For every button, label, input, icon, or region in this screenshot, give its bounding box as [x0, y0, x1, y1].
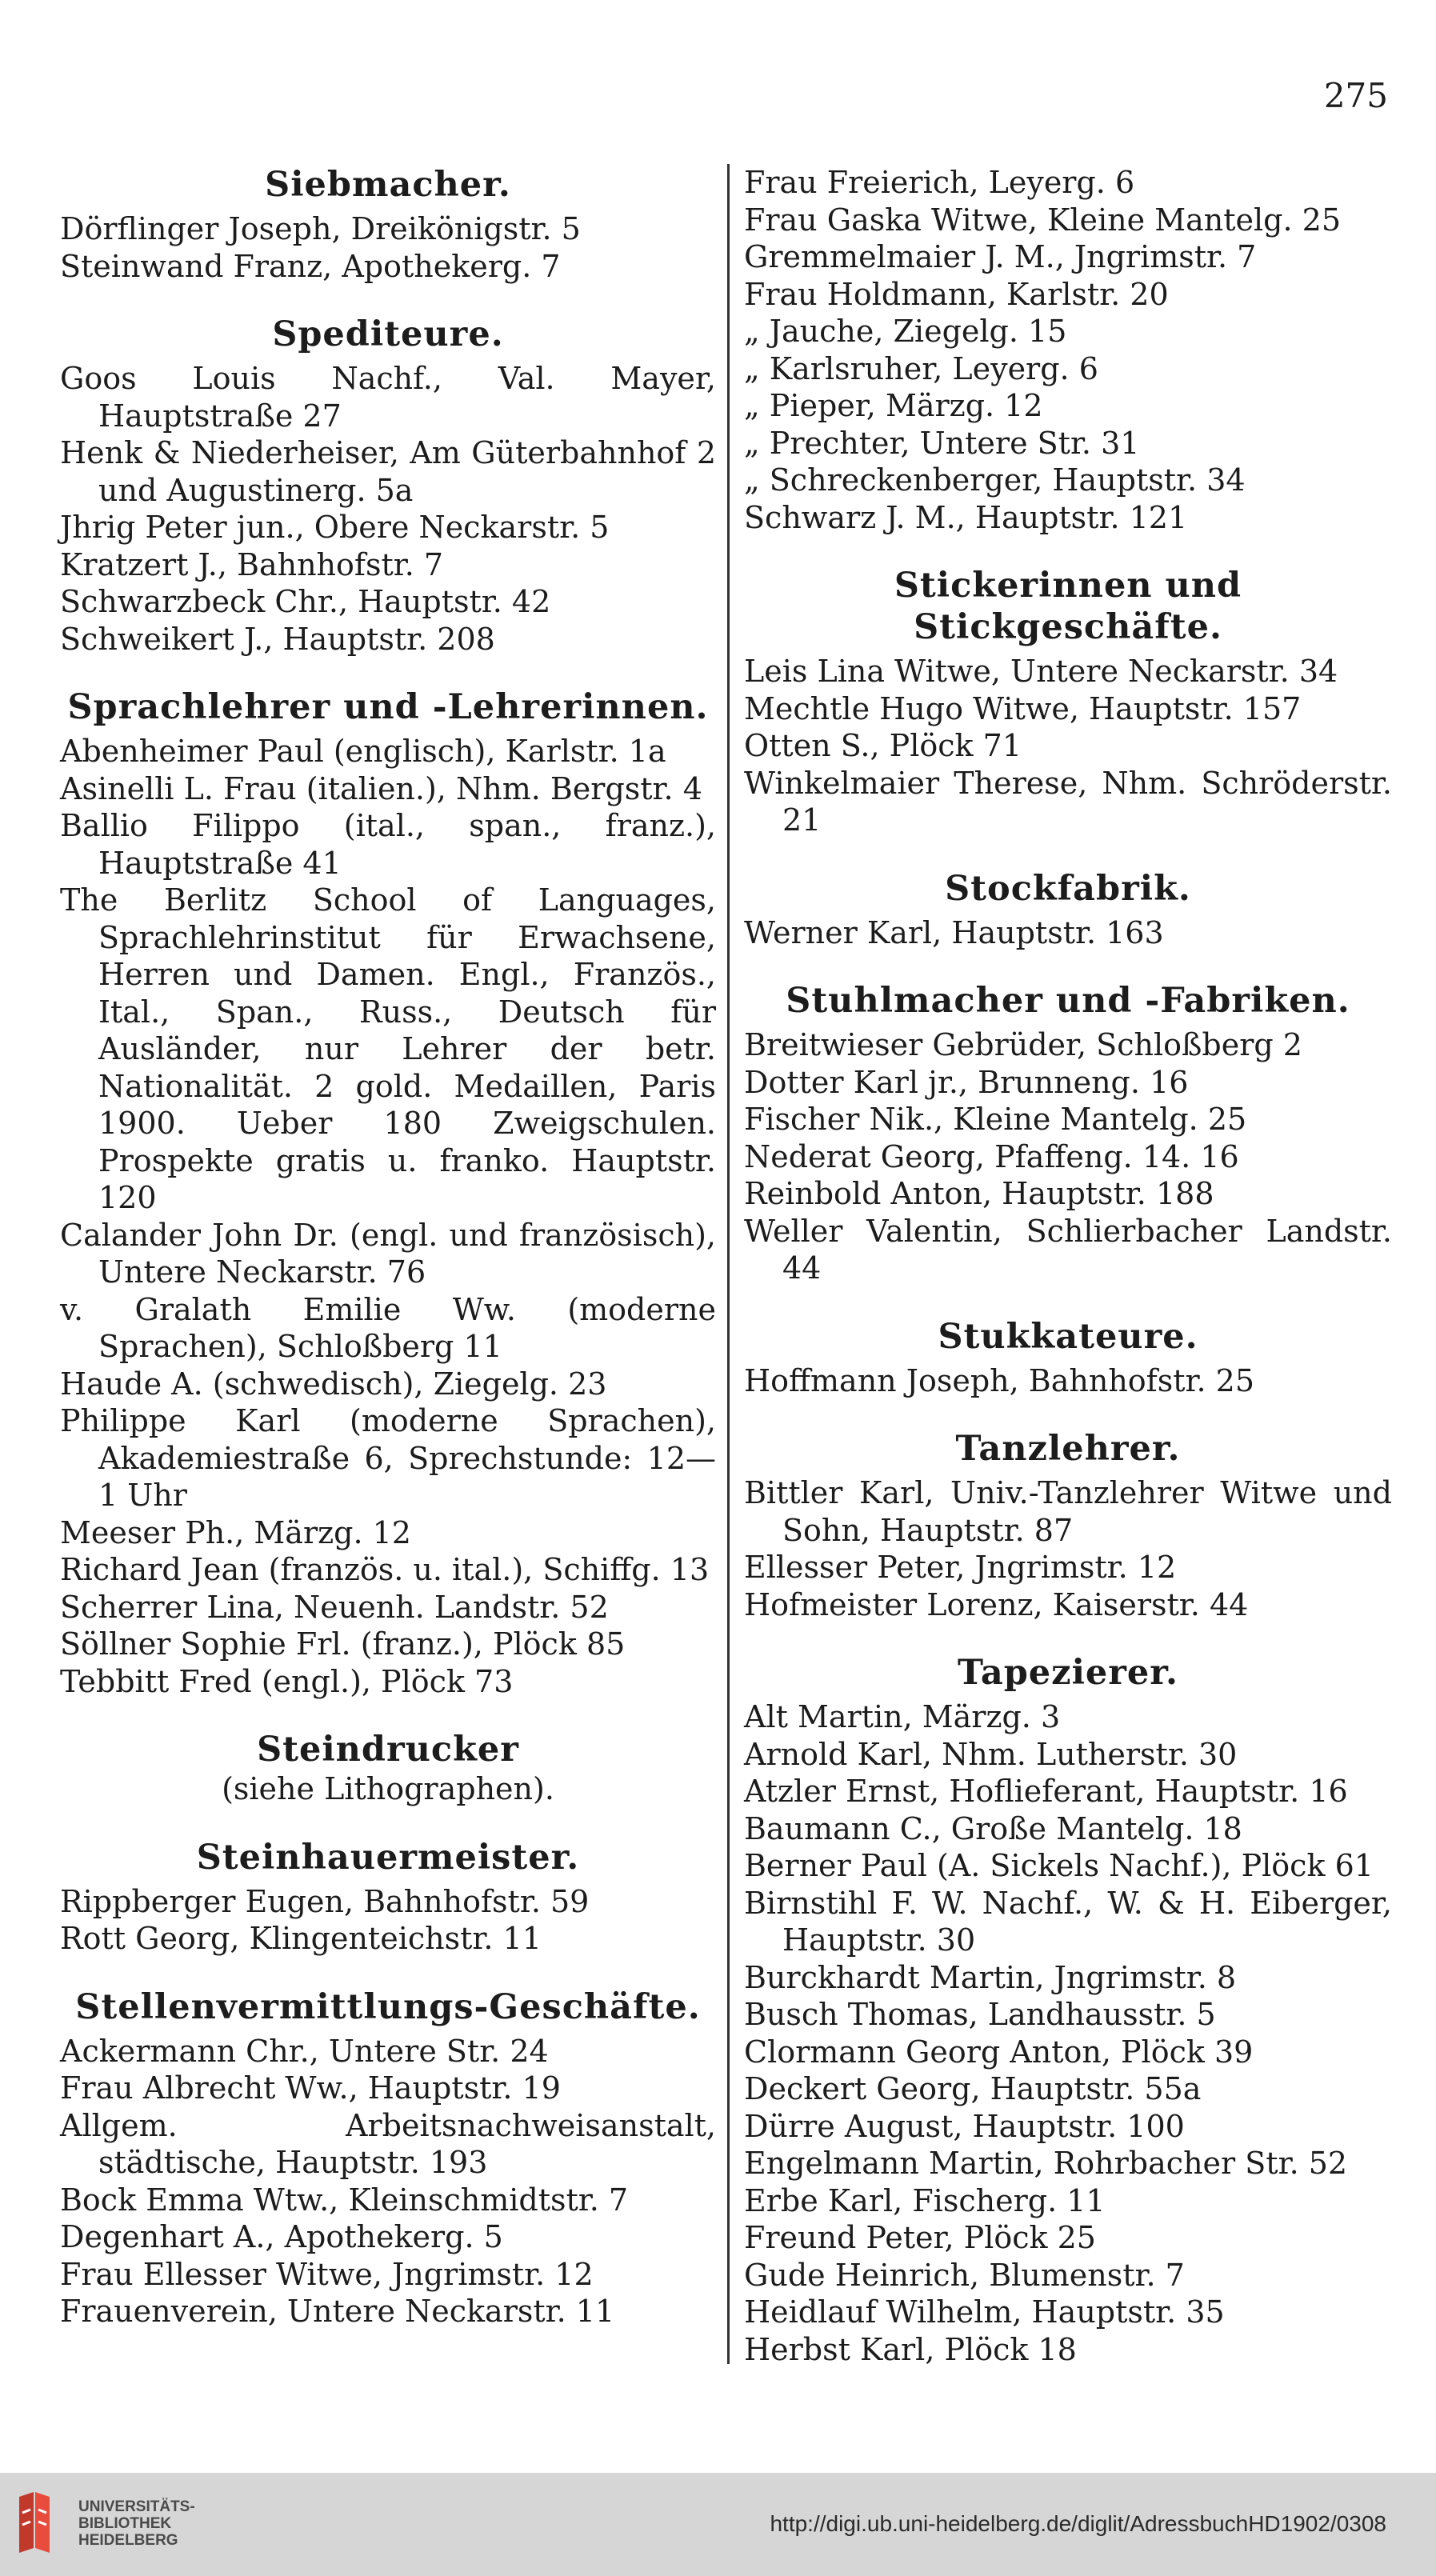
directory-entry: Dörflinger Joseph, Dreikönigstr. 5: [60, 211, 581, 246]
directory-section: [744, 565, 1392, 839]
library-name-line: HEIDELBERG: [78, 2532, 178, 2549]
directory-entry: Frau Freierich, Leyerg. 6: [744, 165, 1135, 200]
directory-entry: Herbst Karl, Plöck 18: [744, 2331, 1077, 2367]
directory-entry: Busch Thomas, Landhausstr. 5: [744, 1997, 1216, 2032]
directory-entry: Steinwand Franz, Apothekerg. 7: [60, 248, 561, 284]
directory-entry: Burckhardt Martin, Jngrimstr. 8: [744, 1959, 1237, 1995]
directory-entry: Hofmeister Lorenz, Kaiserstr. 44: [744, 1586, 1249, 1622]
directory-entry: Scherrer Lina, Neuenh. Landstr. 52: [60, 1589, 609, 1625]
section-heading: Stuhlmacher und -Fabriken.: [786, 981, 1350, 1021]
directory-entry: Atzler Ernst, Hoflieferant, Hauptstr. 16: [744, 1774, 1348, 1809]
directory-entry: Frau Holdmann, Karlstr. 20: [744, 276, 1169, 312]
directory-entry: „ Jauche, Ziegelg. 15: [744, 314, 1067, 349]
directory-entry: „ Schreckenberger, Hauptstr. 34: [744, 462, 1246, 498]
directory-entry: „ Prechter, Untere Str. 31: [744, 425, 1140, 461]
directory-section: [60, 1837, 716, 1958]
directory-entry: Söllner Sophie Frl. (franz.), Plöck 85: [60, 1626, 626, 1662]
directory-entry: Meeser Ph., Märzg. 12: [60, 1514, 411, 1550]
section-heading: Stukkateure.: [938, 1316, 1198, 1357]
directory-entry: Frauenverein, Untere Neckarstr. 11: [60, 2294, 615, 2329]
directory-entry: Heidlauf Wilhelm, Hauptstr. 35: [744, 2294, 1225, 2330]
directory-section: [60, 1729, 716, 1808]
directory-section: [744, 1316, 1392, 1400]
directory-section: [744, 868, 1392, 952]
section-heading: Stickerinnen und Stickgeschäfte.: [894, 566, 1242, 647]
directory-entry: „ Pieper, Märzg. 12: [744, 388, 1043, 423]
section-heading: Steinhauermeister.: [196, 1837, 580, 1878]
directory-entry: Breitwieser Gebrüder, Schloßberg 2: [744, 1027, 1302, 1062]
directory-entry: Ballio Filippo (ital., span., franz.), Hauptstraße 41: [60, 808, 716, 881]
page-number: 275: [1323, 76, 1388, 115]
directory-entry: Asinelli L. Frau (italien.), Nhm. Bergstr. 4: [60, 770, 702, 806]
directory-entry: Rott Georg, Klingenteichstr. 11: [60, 1921, 542, 1956]
directory-entry: Abenheimer Paul (englisch), Karlstr. 1a: [60, 734, 666, 769]
directory-entry: Berner Paul (A. Sickels Nachf.), Plöck 61: [744, 1848, 1374, 1883]
section-heading: Tapezierer.: [958, 1653, 1178, 1693]
directory-entry: Dürre August, Hauptstr. 100: [744, 2108, 1185, 2144]
section-note: (siehe Lithographen).: [222, 1771, 554, 1806]
directory-entry: Engelmann Martin, Rohrbacher Str. 52: [744, 2146, 1348, 2181]
library-logo-icon: [14, 2489, 54, 2554]
section-heading: Steindrucker: [257, 1730, 519, 1770]
directory-entry: Werner Karl, Hauptstr. 163: [744, 914, 1164, 950]
directory-entry: Philippe Karl (moderne Sprachen), Akademiestraße 6, Sprechstunde: 12—1 Uhr: [60, 1403, 716, 1513]
directory-entry: Mechtle Hugo Witwe, Hauptstr. 157: [744, 690, 1302, 726]
directory-entry: Tebbitt Fred (engl.), Plöck 73: [60, 1663, 514, 1699]
directory-entry: Hoffmann Joseph, Bahnhofstr. 25: [744, 1362, 1255, 1398]
directory-entry: „ Karlsruher, Leyerg. 6: [744, 350, 1098, 386]
directory-entry: Dotter Karl jr., Brunneng. 16: [744, 1064, 1189, 1100]
directory-entry: Richard Jean (französ. u. ital.), Schiffg. 13: [60, 1552, 710, 1587]
directory-entry: Allgem. Arbeitsnachweisanstalt, städtische, Hauptstr. 193: [60, 2107, 716, 2180]
directory-entry: Goos Louis Nachf., Val. Mayer, Hauptstraße 27: [60, 361, 716, 434]
directory-entry: Jhrig Peter jun., Obere Neckarstr. 5: [60, 510, 610, 545]
directory-entry: Kratzert J., Bahnhofstr. 7: [60, 546, 444, 582]
directory-entry: Haude A. (schwedisch), Ziegelg. 23: [60, 1366, 607, 1402]
directory-section: [744, 980, 1392, 1287]
directory-entry: Freund Peter, Plöck 25: [744, 2220, 1096, 2255]
directory-entry: Degenhart A., Apothekerg. 5: [60, 2219, 503, 2254]
library-name: [78, 2498, 195, 2549]
directory-section: [744, 1428, 1392, 1623]
directory-entry: Leis Lina Witwe, Untere Neckarstr. 34: [744, 654, 1338, 689]
directory-section: [60, 314, 716, 658]
directory-entry: Erbe Karl, Fischerg. 11: [744, 2182, 1106, 2218]
directory-entry: Weller Valentin, Schlierbacher Landstr. 44: [744, 1213, 1392, 1286]
directory-entry: Frau Ellesser Witwe, Jngrimstr. 12: [60, 2256, 594, 2292]
directory-entry: Bittler Karl, Univ.-Tanzlehrer Witwe und Sohn, Hauptstr. 87: [744, 1475, 1392, 1548]
directory-entry: Reinbold Anton, Hauptstr. 188: [744, 1176, 1214, 1211]
directory-entry: Nederat Georg, Pfaffeng. 14. 16: [744, 1138, 1239, 1174]
footer-bar: [0, 2473, 1436, 2576]
section-heading: Stockfabrik.: [945, 868, 1191, 909]
directory-entry: Baumann C., Große Mantelg. 18: [744, 1810, 1242, 1846]
directory-section: [60, 1986, 716, 2330]
directory-entry: Birnstihl F. W. Nachf., W. & H. Eiberger, Hauptstr. 30: [744, 1885, 1392, 1958]
directory-entry: Arnold Karl, Nhm. Lutherstr. 30: [744, 1736, 1238, 1772]
directory-entry: Henk & Niederheiser, Am Güterbahnhof 2 und Augustinerg. 5a: [60, 435, 716, 508]
left-column: [60, 164, 716, 2359]
directory-entry: Bock Emma Wtw., Kleinschmidtstr. 7: [60, 2182, 629, 2218]
directory-entry: Deckert Georg, Hauptstr. 55a: [744, 2071, 1202, 2106]
directory-entry: Gude Heinrich, Blumenstr. 7: [744, 2257, 1185, 2293]
directory-section: [744, 164, 1392, 536]
directory-entry: Ackermann Chr., Untere Str. 24: [60, 2033, 549, 2069]
directory-entry: Otten S., Plöck 71: [744, 728, 1022, 763]
section-heading: Stellenvermittlungs-Geschäfte.: [75, 1986, 701, 2027]
directory-entry: Winkelmaier Therese, Nhm. Schröderstr. 21: [744, 765, 1392, 838]
directory-entry: Frau Gaska Witwe, Kleine Mantelg. 25: [744, 202, 1342, 238]
right-column: [744, 164, 1392, 2397]
directory-entry: Fischer Nik., Kleine Mantelg. 25: [744, 1102, 1247, 1137]
directory-entry: Schwarz J. M., Hauptstr. 121: [744, 499, 1188, 535]
directory-entry: v. Gralath Emilie Ww. (moderne Sprachen), Schloßberg 11: [60, 1291, 716, 1364]
column-divider: [727, 164, 730, 2364]
directory-entry: Schweikert J., Hauptstr. 208: [60, 621, 495, 657]
section-heading: Tanzlehrer.: [955, 1429, 1181, 1469]
directory-section: [744, 1652, 1392, 2368]
library-name-line: UNIVERSITÄTS-: [78, 2498, 195, 2515]
directory-entry: Schwarzbeck Chr., Hauptstr. 42: [60, 584, 551, 619]
directory-section: [60, 164, 716, 285]
directory-entry: Clormann Georg Anton, Plöck 39: [744, 2034, 1254, 2070]
section-heading: Siebmacher.: [265, 165, 511, 205]
directory-entry: Frau Albrecht Ww., Hauptstr. 19: [60, 2070, 561, 2106]
section-heading: Sprachlehrer und -Lehrerinnen.: [67, 687, 709, 727]
library-name-line: BIBLIOTHEK: [78, 2515, 172, 2532]
source-url[interactable]: http://digi.ub.uni-heidelberg.de/diglit/AdressbuchHD1902/0308: [770, 2511, 1386, 2536]
section-heading: Spediteure.: [272, 314, 504, 354]
directory-entry: Rippberger Eugen, Bahnhofstr. 59: [60, 1883, 590, 1919]
directory-entry: The Berlitz School of Languages, Sprachlehrinstitut für Erwachsene, Herren und Damen. Engl., Französ., Ital., Span., Russ., Deutsch für Ausländer, nur Lehrer der betr. Nationalität. 2 gold. Medaillen, Paris 1900. Ueber 180 Zweigschulen. Prospekte gratis u. franko. Hauptstr. 120: [60, 882, 716, 1215]
directory-entry: Alt Martin, Märzg. 3: [744, 1699, 1061, 1734]
directory-section: [60, 686, 716, 1700]
directory-entry: Gremmelmaier J. M., Jngrimstr. 7: [744, 239, 1257, 274]
directory-entry: Ellesser Peter, Jngrimstr. 12: [744, 1550, 1177, 1585]
directory-entry: Calander John Dr. (engl. und französisch), Untere Neckarstr. 76: [60, 1217, 716, 1290]
